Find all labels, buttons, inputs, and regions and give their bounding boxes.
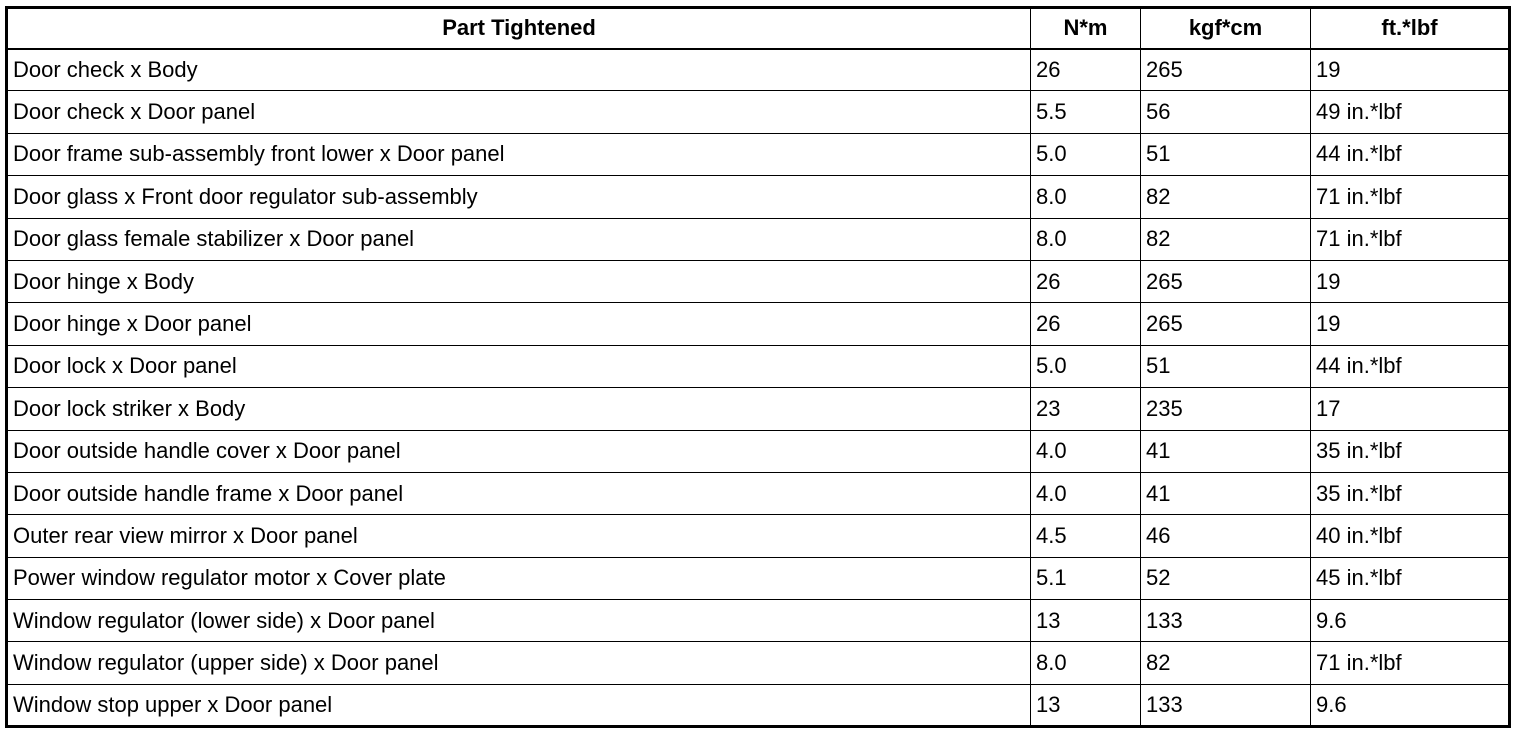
cell-kgf: 56 [1141,91,1311,133]
table-row [7,388,1510,430]
cell-ft: 44 in.*lbf [1311,133,1510,175]
header-row [7,8,1510,49]
cell-part: Door check x Body [7,49,1031,91]
cell-ft: 45 in.*lbf [1311,557,1510,599]
cell-kgf: 265 [1141,260,1311,302]
cell-ft: 40 in.*lbf [1311,515,1510,557]
cell-ft: 9.6 [1311,600,1510,642]
cell-ft: 19 [1311,49,1510,91]
cell-nm: 4.0 [1031,430,1141,472]
header-nm: N*m [1031,8,1141,49]
table-row [7,430,1510,472]
cell-nm: 4.0 [1031,472,1141,514]
cell-ft: 19 [1311,260,1510,302]
cell-part: Window regulator (upper side) x Door panel [7,642,1031,684]
table-row [7,684,1510,726]
table-row [7,176,1510,218]
cell-ft: 44 in.*lbf [1311,345,1510,387]
header-ft-lbf: ft.*lbf [1311,8,1510,49]
header-kgf-cm: kgf*cm [1141,8,1311,49]
table-row [7,49,1510,91]
cell-kgf: 52 [1141,557,1311,599]
cell-kgf: 82 [1141,218,1311,260]
cell-nm: 8.0 [1031,218,1141,260]
cell-part: Door check x Door panel [7,91,1031,133]
cell-ft: 17 [1311,388,1510,430]
cell-kgf: 265 [1141,49,1311,91]
cell-ft: 35 in.*lbf [1311,472,1510,514]
table-row [7,642,1510,684]
cell-nm: 13 [1031,684,1141,726]
cell-nm: 8.0 [1031,176,1141,218]
cell-part: Door outside handle frame x Door panel [7,472,1031,514]
table-row [7,260,1510,302]
cell-kgf: 41 [1141,472,1311,514]
cell-kgf: 41 [1141,430,1311,472]
table-row [7,303,1510,345]
cell-nm: 26 [1031,260,1141,302]
table-row [7,91,1510,133]
cell-part: Door glass female stabilizer x Door panel [7,218,1031,260]
cell-part: Door outside handle cover x Door panel [7,430,1031,472]
cell-kgf: 82 [1141,176,1311,218]
cell-ft: 71 in.*lbf [1311,642,1510,684]
table-row [7,133,1510,175]
cell-kgf: 133 [1141,600,1311,642]
cell-kgf: 133 [1141,684,1311,726]
cell-nm: 26 [1031,303,1141,345]
cell-nm: 5.0 [1031,133,1141,175]
cell-part: Door glass x Front door regulator sub-assembly [7,176,1031,218]
cell-part: Power window regulator motor x Cover plate [7,557,1031,599]
cell-nm: 8.0 [1031,642,1141,684]
cell-kgf: 51 [1141,133,1311,175]
cell-nm: 5.5 [1031,91,1141,133]
cell-kgf: 46 [1141,515,1311,557]
cell-kgf: 82 [1141,642,1311,684]
cell-ft: 35 in.*lbf [1311,430,1510,472]
cell-nm: 5.0 [1031,345,1141,387]
table-row [7,472,1510,514]
cell-part: Door lock striker x Body [7,388,1031,430]
cell-ft: 49 in.*lbf [1311,91,1510,133]
table-row [7,600,1510,642]
torque-spec-table [5,6,1511,728]
header-part-tightened: Part Tightened [7,8,1031,49]
cell-kgf: 265 [1141,303,1311,345]
cell-ft: 9.6 [1311,684,1510,726]
cell-ft: 71 in.*lbf [1311,218,1510,260]
table-row [7,218,1510,260]
cell-nm: 26 [1031,49,1141,91]
cell-ft: 19 [1311,303,1510,345]
cell-nm: 13 [1031,600,1141,642]
cell-nm: 4.5 [1031,515,1141,557]
cell-nm: 23 [1031,388,1141,430]
table-row [7,515,1510,557]
table-row [7,345,1510,387]
cell-part: Door hinge x Body [7,260,1031,302]
cell-part: Door hinge x Door panel [7,303,1031,345]
cell-part: Door frame sub-assembly front lower x Door panel [7,133,1031,175]
cell-kgf: 51 [1141,345,1311,387]
cell-ft: 71 in.*lbf [1311,176,1510,218]
cell-kgf: 235 [1141,388,1311,430]
table-row [7,557,1510,599]
cell-part: Window stop upper x Door panel [7,684,1031,726]
cell-part: Outer rear view mirror x Door panel [7,515,1031,557]
cell-part: Door lock x Door panel [7,345,1031,387]
cell-nm: 5.1 [1031,557,1141,599]
cell-part: Window regulator (lower side) x Door panel [7,600,1031,642]
